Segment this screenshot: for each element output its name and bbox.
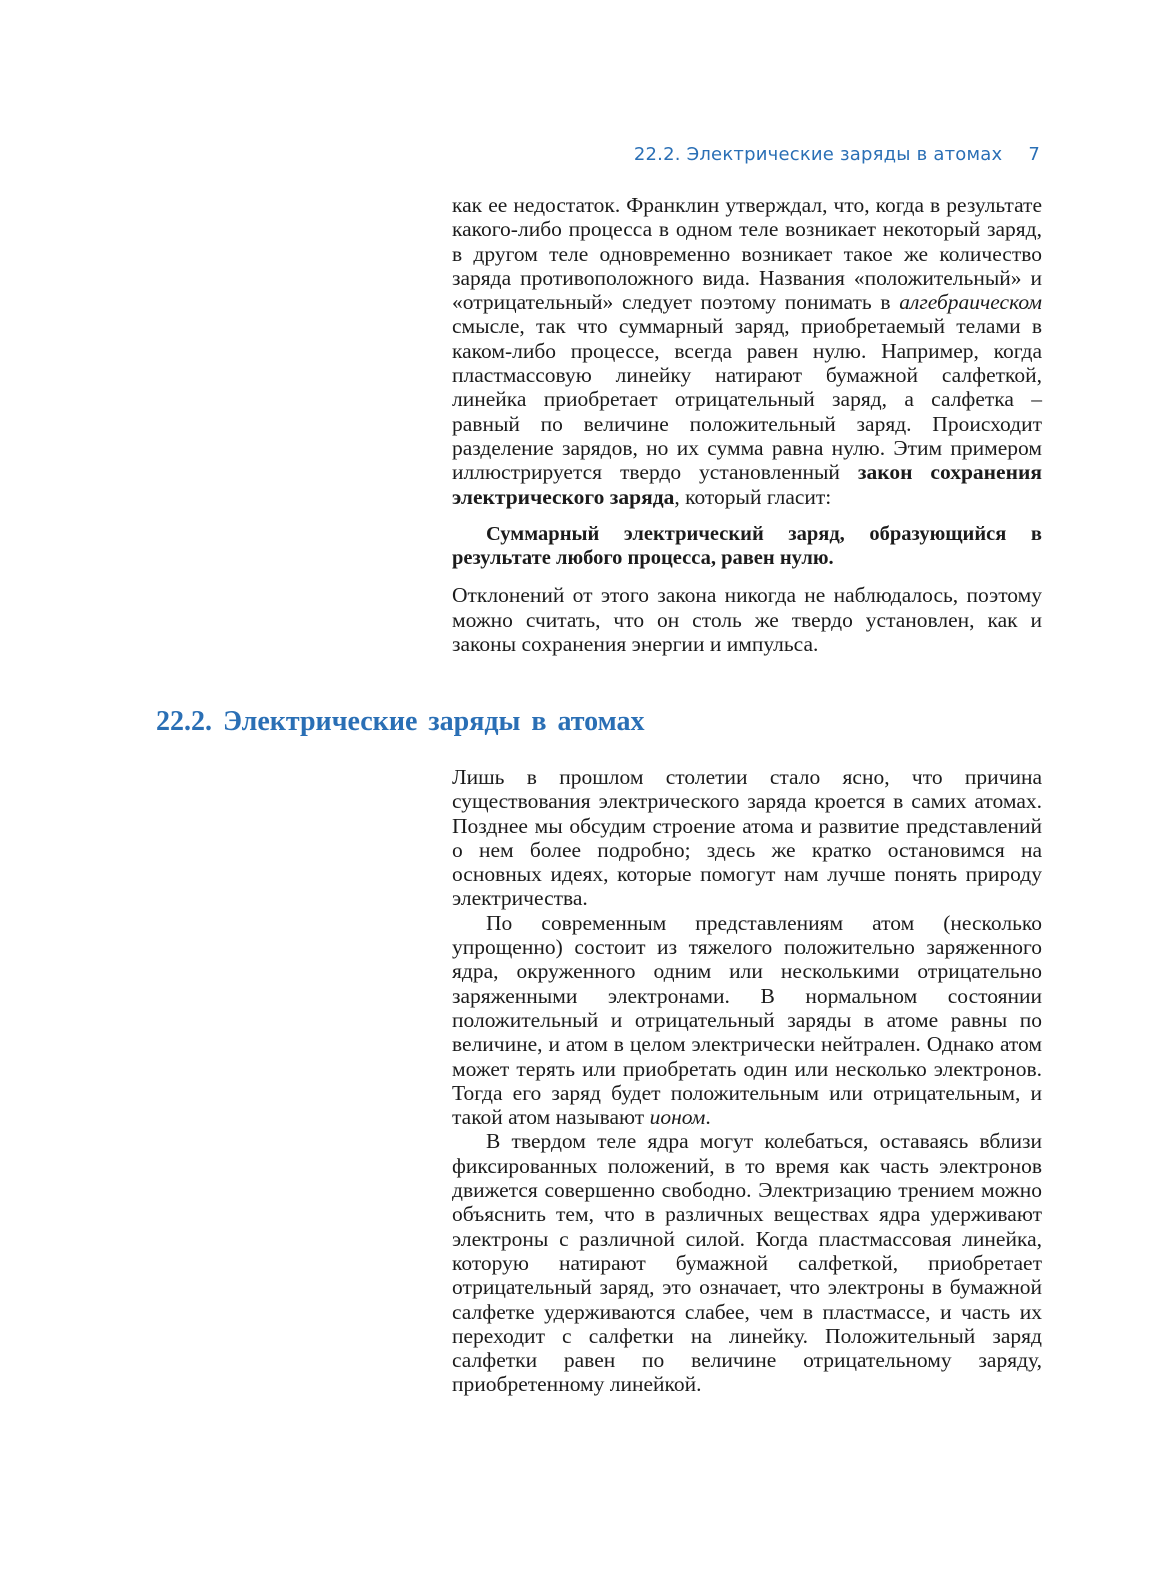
paragraph-text: , который гласит: (674, 484, 832, 509)
paragraph-franklin (452, 193, 1042, 509)
paragraph-text: как ее недостаток. Франклин утверждал, что, когда в результате какого-либо процесса в одном теле возникает некоторый заряд, в другом теле одновременно возникает такое же количество заряда противоположного вида. Названия «положительный» и «отрицательный» следует поэтому понимать в (452, 193, 1042, 315)
term-conservation-law: закон сохранения электрического заряда (452, 460, 1042, 509)
paragraph-text: . (705, 1105, 711, 1130)
emphasis-ion: ионом (649, 1105, 706, 1130)
text-column-top (452, 193, 1042, 656)
section-heading: 22.2. Электрические заряды в атомах (156, 706, 645, 737)
paragraph-text: По современным представлениям атом (несколько упрощенно) состоит из тяжелого положительно заряженного ядра, окруженного одним или несколькими отрицательно заряженными электронами. В нормальном состоянии положительный и отрицательный заряды в атоме равны по величине, и атом в целом электрически нейтрален. Однако атом может терять или приобретать один или несколько электронов. Тогда его заряд будет положительным или отрицательным, и такой атом называют (452, 910, 1042, 1130)
emphasis-algebraic: алгебраическом (899, 290, 1042, 315)
page-number: 7 (1028, 144, 1040, 165)
running-header (450, 144, 1040, 165)
text-column-bottom (452, 765, 1042, 1397)
running-title: 22.2. Электрические заряды в атомах (633, 144, 1003, 165)
paragraph-solid-body: В твердом теле ядра могут колебаться, оставаясь вблизи фиксированных положений, в то время как часть электронов движется совершенно свободно. Электризацию трением можно объяснить тем, что в различных веществах ядра удерживают электроны с различной силой. Когда пластмассовая линейка, которую натирают бумажной салфеткой, приобретает отрицательный заряд, это означает, что электроны в бумажной салфетке удерживаются слабее, чем в пластмассе, и часть их переходит с салфетки на линейку. Положительный заряд салфетки равен по величине отрицательному заряду, приобретенному линейкой. (452, 1129, 1042, 1397)
paragraph-atom-model (452, 911, 1042, 1130)
paragraph-intro: Лишь в прошлом столетии стало ясно, что причина существования электрического заряда кроется в самих атомах. Позднее мы обсудим строение атома и развитие представлений о нем более подробно; здесь же кратко остановимся на основных идеях, которые помогут нам лучше понять природу электричества. (452, 765, 1042, 911)
paragraph-text: смысле, так что суммарный заряд, приобретаемый телами в каком-либо процессе, всегда равен нулю. Например, когда пластмассовую линейку натирают бумажной салфеткой, линейка приобретает отрицательный заряд, а салфетка – равный по величине положительный заряд. Происходит разделение зарядов, но их сумма равна нулю. Этим примером иллюстрируется твердо установленный (452, 314, 1042, 485)
paragraph-no-deviations: Отклонений от этого закона никогда не наблюдалось, поэтому можно считать, что он столь же твердо установлен, как и законы сохранения энергии и импульса. (452, 583, 1042, 657)
law-statement: Суммарный электрический заряд, образующийся в результате любого процесса, равен нулю. (452, 522, 1042, 570)
